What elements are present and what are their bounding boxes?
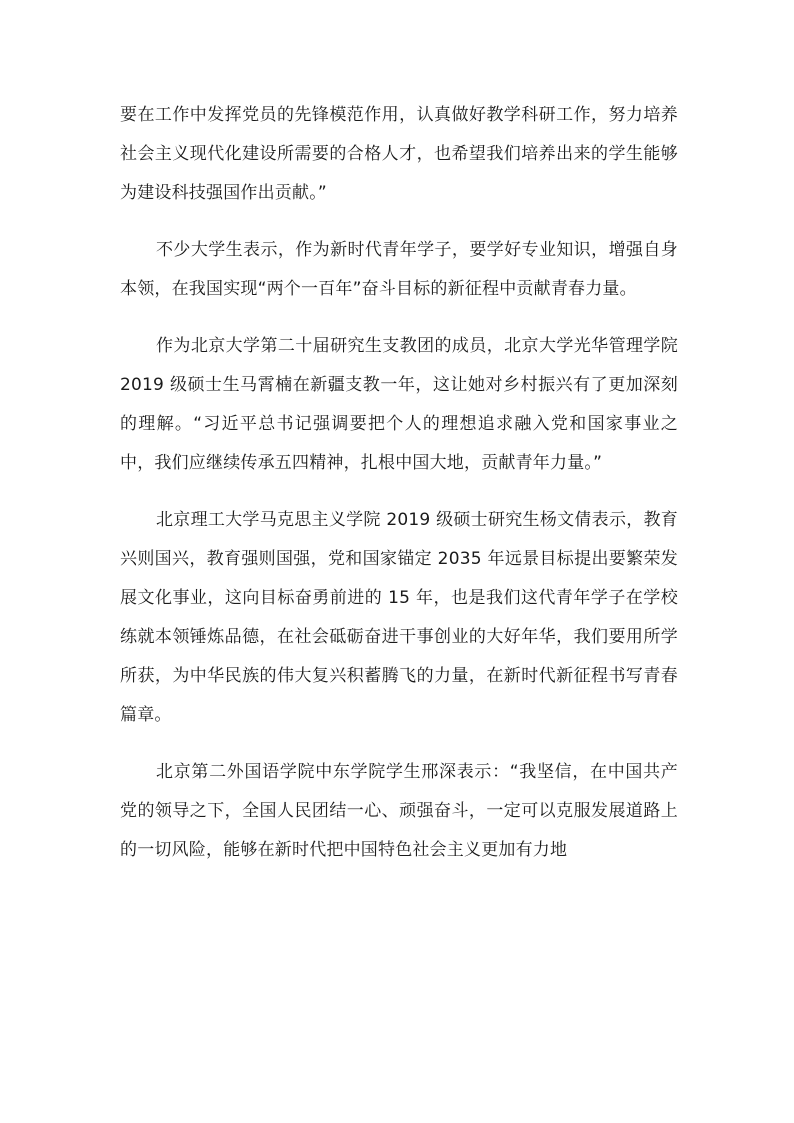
- paragraph-peking-university: 作为北京大学第二十届研究生支教团的成员，北京大学光华管理学院 2019 级硕士生马霄楠在新疆支教一年，这让她对乡村振兴有了更加深刻的理解。“习近平总书记强调要把个人的理想追求融入党和国家事业之中，我们应继续传承五四精神，扎根中国大地，贡献青年力量。”: [120, 336, 678, 473]
- paragraph-continuation: 要在工作中发挥党员的先锋模范作用，认真做好教学科研工作，努力培养社会主义现代化建设所需要的合格人才，也希望我们培养出来的学生能够为建设科技强国作出贡献。”: [120, 105, 678, 203]
- paragraph-students-statement: 不少大学生表示，作为新时代青年学子，要学好专业知识，增强自身本领，在我国实现“两个一百年”奋斗目标的新征程中贡献青春力量。: [120, 240, 678, 299]
- paragraph-beijing-institute-of-technology: 北京理工大学马克思主义学院 2019 级硕士研究生杨文倩表示，教育兴则国兴，教育强则国强，党和国家锚定 2035 年远景目标提出要繁荣发展文化事业，这向目标奋勇前进的 15 年，也是我们这代青年学子在学校练就本领锤炼品德，在社会砥砺奋进干事创业的大好年华，我们要用所学所获，为中华民族的伟大复兴积蓄腾飞的力量，在新时代新征程书写青春篇章。: [120, 510, 678, 725]
- paragraph-beijing-international-studies: 北京第二外国语学院中东学院学生邢深表示：“我坚信，在中国共产党的领导之下，全国人民团结一心、顽强奋斗，一定可以克服发展道路上的一切风险，能够在新时代把中国特色社会主义更加有力地: [120, 762, 678, 860]
- article-body: [120, 96, 678, 888]
